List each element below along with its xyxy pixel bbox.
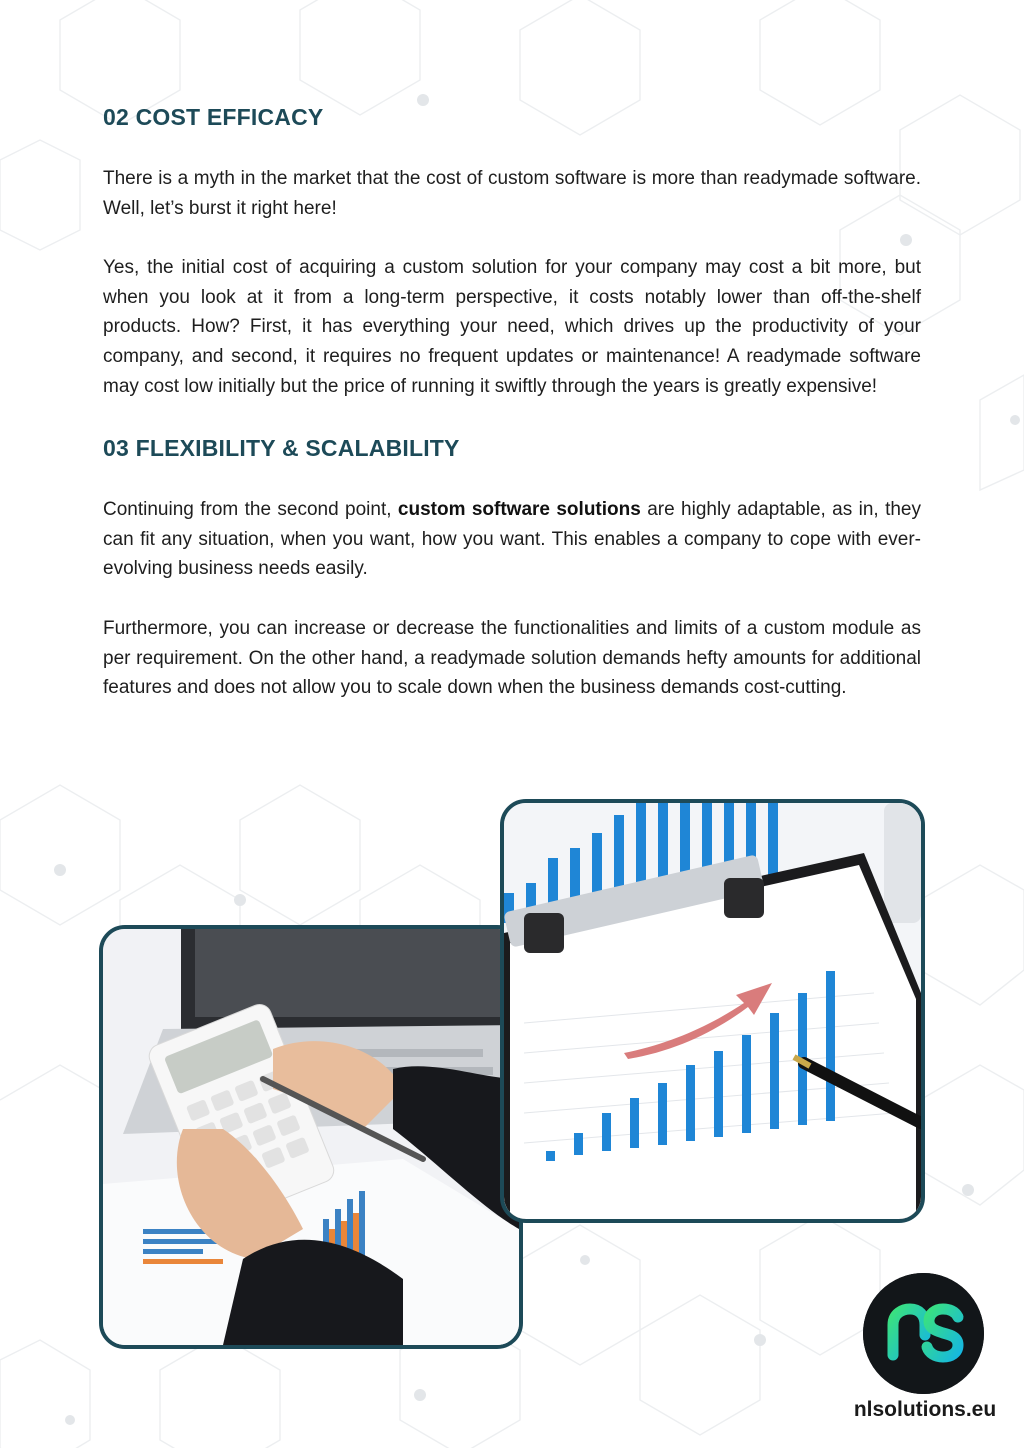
paragraph-continuing-lead: Continuing from the second point, <box>103 499 398 521</box>
paragraph-continuing <box>103 495 921 584</box>
paragraph-continuing-rest: are highly adaptable, as in, they can fit any situation, when you want, how you want. This enables a company to cope with ever-evolving business needs easily. <box>103 499 921 580</box>
website-label: nlsolutions.eu <box>853 1398 997 1421</box>
paragraph-initial-cost: Yes, the initial cost of acquiring a custom solution for your company may cost a bit more, but when you look at it from a long-term perspective, it costs notably lower than off-the-shelf products. How? First, it has everything your need, which drives up the productivity of your company, and second, it requires no frequent updates or maintenance! A readymade software may cost low initially but the price of running it swiftly through the years is greatly expensive! <box>103 257 921 397</box>
calculator-laptop-photo <box>99 925 523 1349</box>
calculator-illustration <box>103 929 519 1345</box>
paragraph-myth: There is a myth in the market that the cost of custom software is more than readymade software. Well, let’s burst it right here! <box>103 168 921 219</box>
custom-software-solutions-bold: custom software solutions <box>397 499 641 521</box>
ns-logo-icon <box>863 1273 984 1394</box>
clipboard-bar-chart-photo <box>500 799 925 1223</box>
section-heading-cost-efficacy: 02 COST EFFICACY <box>103 104 324 130</box>
main-content <box>103 100 921 733</box>
section-heading-flexibility-scalability: 03 FLEXIBILITY & SCALABILITY <box>103 435 460 462</box>
clipboard-illustration <box>504 803 921 1219</box>
paragraph-furthermore: Furthermore, you can increase or decrease the functionalities and limits of a custom module as per requirement. On the other hand, a readymade solution demands hefty amounts for additional features and does not allow you to scale down when the business demands cost-cutting. <box>103 617 921 699</box>
